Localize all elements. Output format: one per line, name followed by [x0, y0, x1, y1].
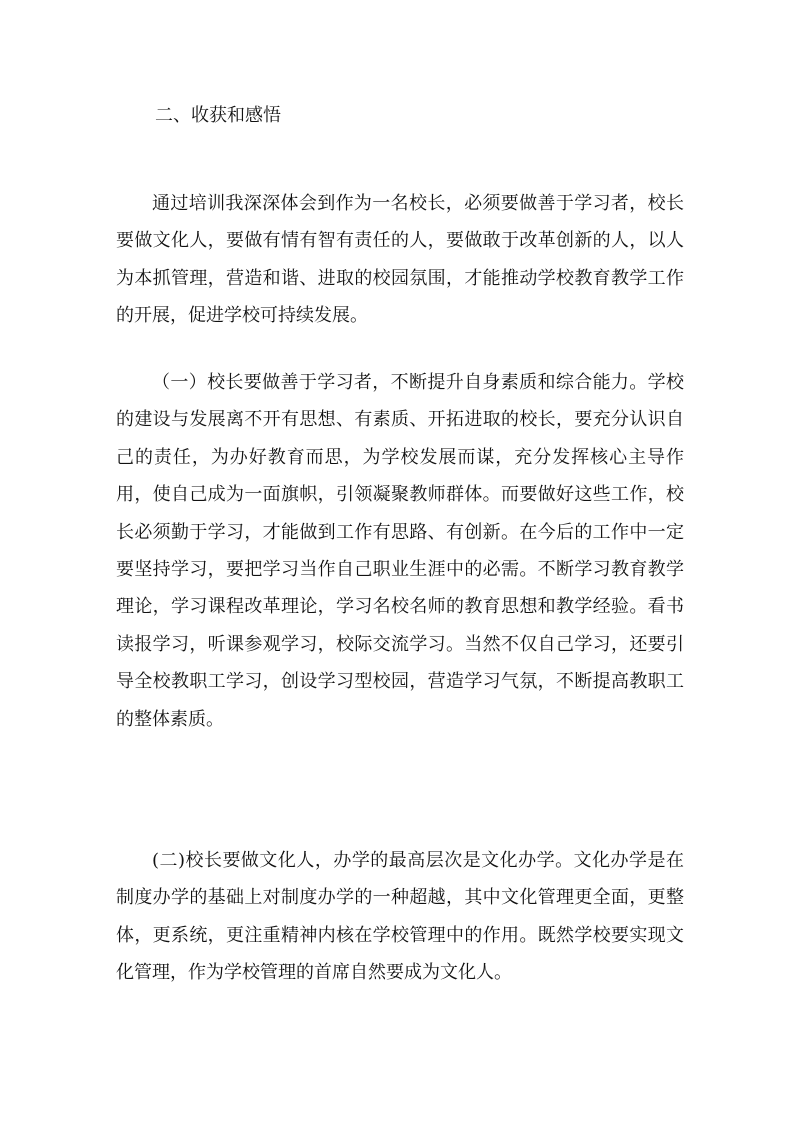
paragraph-culture: (二)校长要做文化人，办学的最高层次是文化办学。文化办学是在制度办学的基础上对制度办学的一种超越，其中文化管理更全面，更整体，更系统，更注重精神内核在学校管理中的作用。既然学校要实现文化管理，作为学校管理的首席自然要成为文化人。	[116, 850, 684, 984]
paragraph-intro: 通过培训我深深体会到作为一名校长，必须要做善于学习者，校长要做文化人，要做有情有智有责任的人，要做敢于改革创新的人，以人为本抓管理，营造和谐、进取的校园氛围，才能推动学校教育教学工作的开展，促进学校可持续发展。	[116, 193, 684, 327]
paragraph-learner: （一）校长要做善于学习者，不断提升自身素质和综合能力。学校的建设与发展离不开有思想、有素质、开拓进取的校长，要充分认识自己的责任，为办好教育而思，为学校发展而谋，充分发挥核心主导作用，使自己成为一面旗帜，引领凝聚教师群体。而要做好这些工作，校长必须勤于学习，才能做到工作有思路、有创新。在今后的工作中一定要坚持学习，要把学习当作自己职业生涯中的必需。不断学习教育教学理论，学习课程改革理论，学习名校名师的教育思想和教学经验。看书读报学习，听课参观学习，校际交流学习。当然不仅自己学习，还要引导全校教职工学习，创设学习型校园，营造学习气氛，不断提高教职工的整体素质。	[116, 372, 684, 730]
section-heading: 二、收获和感悟	[155, 105, 281, 126]
